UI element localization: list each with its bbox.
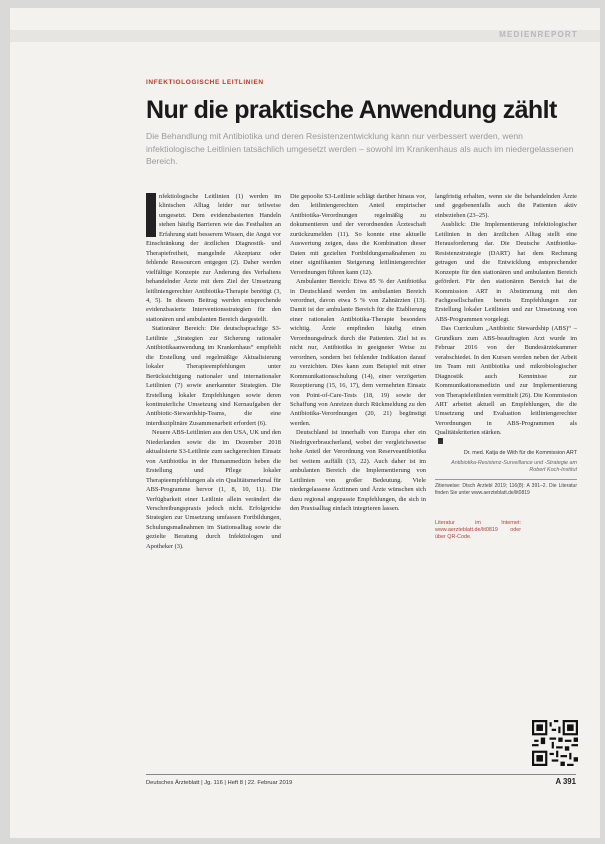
article-kicker: INFEKTIOLOGISCHE LEITLINIEN — [146, 79, 264, 86]
paragraph: Neuere ABS-Leitlinien aus den USA, UK und den Niederlanden sowie die im Dezember 2018 aktualisierte S3-Leitlinie zum sachgerechten Einsatz von Antibiotika in der Humanmedizin heben die Erstellung und Pflege lokaler Therapieempfehlungen als ein Qualitätsmerkmal für ABS-Programme hervor (1, 8, 10, 11). Die Verfügbarkeit einer Leitlinie allein verändert die Verschreibungspraxis jedoch nicht. Erfolgreiche Strategien zur Umsetzung umfassen Fortbildungen, Schulungsmaßnahmen im Stationsalltag sowie die gezielte Beratung durch Infektiologen und Apotheker (3). — [146, 429, 281, 550]
paragraph: Deutschland ist innerhalb von Europa eher ein Niedrigverbraucherland, wobei der vergleichsweise hohe Anteil der Verordnung von Reserveantibiotika bei weitem auffällt (13, 22). Auch daher ist im ambulanten Bereich die Implementierung von Leitlinien von großer Bedeutung. Viele niedergelassene Ärztinnen und Ärzte wünschen sich dazu regional angepasste Empfehlungen, die sich in den Praxisalltag einfach integrieren lassen. — [290, 429, 426, 512]
journal-citation: Deutsches Ärzteblatt | Jg. 116 | Heft 8 | 22. Februar 2019 — [146, 780, 293, 786]
text-column-3 — [435, 192, 577, 541]
magazine-page — [10, 8, 600, 838]
author-line: Dr. med. Katja de With für die Kommission ART — [463, 450, 577, 457]
article-lede: Die Behandlung mit Antibiotika und deren Resistenzentwicklung kann nur verbessert werden, wenn infektiologische Leitlinien tatsächlich umgesetzt werden – sowohl im Krankenhaus als auch im niedergelassenen Bereich. — [146, 131, 574, 167]
drop-cap — [146, 193, 156, 237]
paragraph: nfektiologische Leitlinien (1) werden im klinischen Alltag leider nur teilweise umgesetzt. Dem evidenzbasierten Handeln stehen häufig Barrieren wie das Festhalten an Erfahrung statt besserem Wissen, die Angst vor Einschränkung der ärztlichen Diagnostik- und Therapiefreiheit, mangelnde Akzeptanz oder fehlende Ressourcen entgegen (2). Daher werden vielfältige Konzepte zur Änderung des Verhaltens behandelnder Ärzte mit dem Ziel der Umsetzung leitliniengerechter Antibiotika-Therapie benötigt (3, 4, 5). In diesem Beitrag werden entsprechende evidenzbasierte Interventionsstrategien für den stationären und ambulanten Bereich dargestellt. — [146, 193, 281, 323]
paragraph: Ausblick: Die Implementierung infektiologischer Leitlinien in den ärztlichen Alltag stellt eine Herausforderung dar. Die Deutsche Antibiotika-Resistenzstrategie (DART) hat dem Rechnung getragen und die Entwicklung entsprechender Konzepte für den stationären und ambulanten Bereich gefördert. Für den stationären Bereich hat die Kommission ART in Abstimmung mit den Fachgesellschaften bereits Empfehlungen zur Erstellung lokaler Leitlinien und zur Umsetzung von ABS-Programmen vorgelegt. — [435, 221, 577, 323]
footer-divider — [146, 774, 576, 775]
paragraph: langfristig erhalten, wenn sie die behandelnden Ärzte und gegebenenfalls auch die Patienten aktiv einbeziehen (23–25). — [435, 193, 577, 219]
paragraph: Das Curriculum „Antibiotic Stewardship (ABS)“ – Grundkurs zum ABS-beauftragten Arzt wurde im Februar 2016 von der Bundesärztekammer verabschiedet. In den Kursen werden neben der Arbeit im Team mit Antibiotika und mikrobiologischer Diagnostik auch Kenntnisse zur Kommunikationsmedizin und zur Implementierung von Therapieleitlinien vermittelt (26). Die Kommission ART arbeitet aktuell an Empfehlungen, die die Umsetzung und Evaluation leitliniengerechter Verordnungen in ABS-Programmen als Qualitätskriterien stärken. — [435, 325, 577, 437]
article-title: Nur die praktische Anwendung zählt — [146, 96, 557, 124]
page-number: A 391 — [555, 777, 576, 786]
divider — [435, 479, 577, 480]
paragraph: Stationärer Bereich: Die deutschsprachige S3-Leitlinie „Strategien zur Sicherung rationaler Antibiotikaanwendung im Krankenhaus“ empfiehlt die Erstellung und regelmäßige Aktualisierung lokaler Therapieempfehlungen unter Berücksichtigung nationaler und internationaler Leitlinien (7) sowie anerkannter Strategien. Die Erstellung lokaler Empfehlungen sowie deren kontinuierliche Umsetzung sind Kernaufgaben der Antibiotic-Stewardship-Teams, die eine interdisziplinäre Zusammenarbeit erfordert (6). — [146, 325, 281, 427]
end-mark-icon — [438, 438, 443, 444]
paragraph: Die gepoolte S3-Leitlinie schlägt darüber hinaus vor, den leitliniengerechten Anteil empirischer Antibiotika-Verordnungen regelmäßig zu dokumentieren und der verordnenden Ärzteschaft zurückzumelden (11). So konnte eine aktuelle Auswertung zeigen, dass die Kombination dieser Daten mit gezielten Fortbildungsmaßnahmen zu einer signifikanten Steigerung leitliniengerechter Verordnungen führen kann (12). — [290, 193, 426, 276]
section-tag: MEDIENREPORT — [499, 30, 578, 39]
qr-code-icon[interactable] — [532, 720, 578, 766]
literature-link[interactable]: Literatur im Internet: www.aerzteblatt.de/lit0819 oder über QR-Code. — [435, 520, 521, 541]
paragraph: Ambulanter Bereich: Etwa 85 % der Antibiotika in Deutschland werden im ambulanten Bereich verordnet, davon etwa 5 % von Zahnärzten (13). Damit ist der ambulante Bereich für die Etablierung einer rationalen Antibiotika-Therapie besonders wichtig. Ärzte empfinden häufig einen Verordnungsdruck durch die Patienten. Ziel ist es nicht nur, Antibiotika in geeigneter Weise zu verordnen, sondern bei fehlender Indikation darauf zu verzichten. Dies kann zum Beispiel mit einer Kommunikationsschulung (14), einer verzögerten Rezeptierung (15, 16, 17), dem vermehrten Einsatz von Point-of-Care-Tests (18, 19) sowie der Schaffung von Anreizen durch Rückmeldung zu den Antibiotika-Verordnungen (20, 21) begünstigt werden. — [290, 278, 426, 427]
author-roles: Antibiotika-Resistenz-Surveillance und -Strategie am Robert Koch-Institut — [451, 460, 577, 474]
citation-note: Zitierweise: Dtsch Arztebl 2019; 116(8): A 391–2. Die Literatur finden Sie unter www.aerzteblatt.de/lit0819 — [435, 483, 577, 496]
text-column-2 — [290, 192, 426, 513]
text-column-1 — [146, 192, 281, 551]
